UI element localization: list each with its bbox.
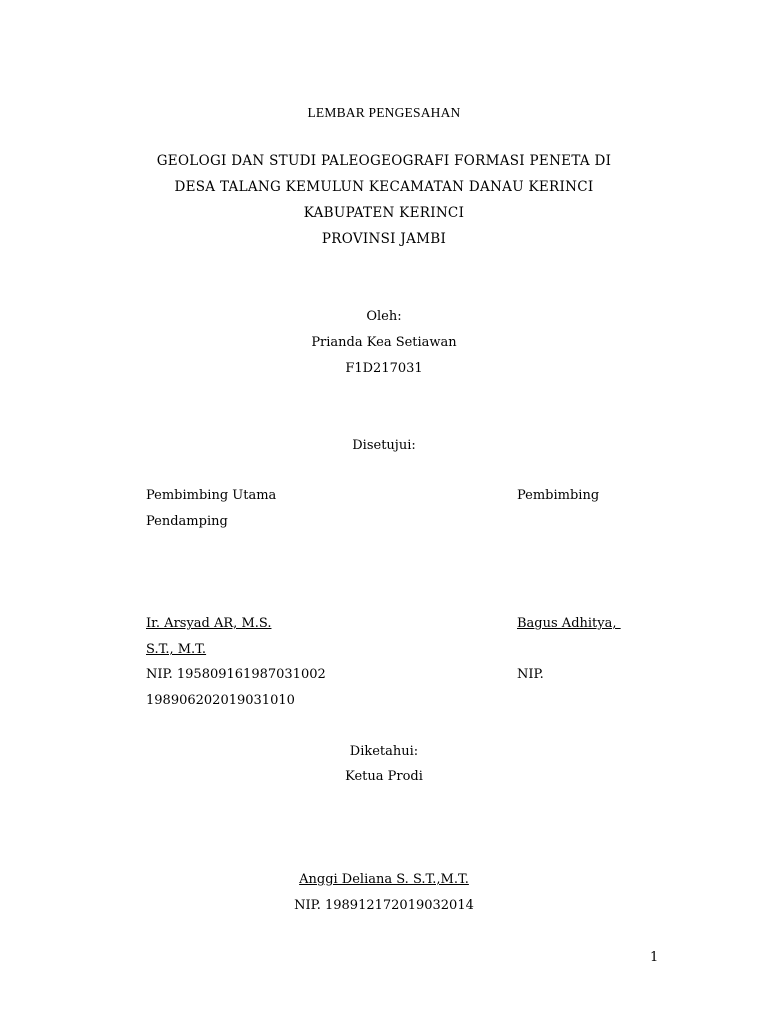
by-label: Oleh: [366, 309, 402, 324]
author-name: Prianda Kea Setiawan [311, 335, 457, 350]
main-supervisor-role: Pembimbing Utama [146, 488, 277, 503]
acknowledged-label: Diketahui: [349, 744, 419, 759]
head-of-program-role: Ketua Prodi [345, 769, 423, 784]
co-supervisor-degree: S.T., M.T. [146, 642, 207, 657]
co-supervisor-name: Bagus Adhitya, [517, 616, 621, 631]
author-nim: F1D217031 [345, 361, 423, 376]
head-of-program-nip: NIP. 198912172019032014 [294, 898, 474, 913]
page-number: 1 [650, 950, 659, 965]
head-of-program-name-wrap [0, 873, 768, 886]
thesis-title-line-2: DESA TALANG KEMULUN KECAMATAN DANAU KERINCI [174, 179, 594, 195]
co-supervisor-role: Pembimbing [517, 488, 600, 503]
head-of-program-name: Anggi Deliana S. S.T.,M.T. [299, 872, 469, 887]
approved-label: Disetujui: [352, 438, 416, 453]
co-supervisor-role-continued: Pendamping [146, 514, 228, 529]
main-supervisor-name: Ir. Arsyad AR, M.S. [146, 616, 272, 631]
thesis-title-line-1: GEOLOGI DAN STUDI PALEOGEOGRAFI FORMASI PENETA DI [156, 153, 612, 169]
page-title: LEMBAR PENGESAHAN [307, 105, 461, 120]
thesis-title-line-3: KABUPATEN KERINCI [303, 205, 465, 221]
co-supervisor-nip-label: NIP. [517, 667, 544, 682]
thesis-title-line-4: PROVINSI JAMBI [321, 231, 447, 247]
co-supervisor-nip: 198906202019031010 [146, 693, 295, 708]
main-supervisor-nip: NIP. 195809161987031002 [146, 667, 326, 682]
